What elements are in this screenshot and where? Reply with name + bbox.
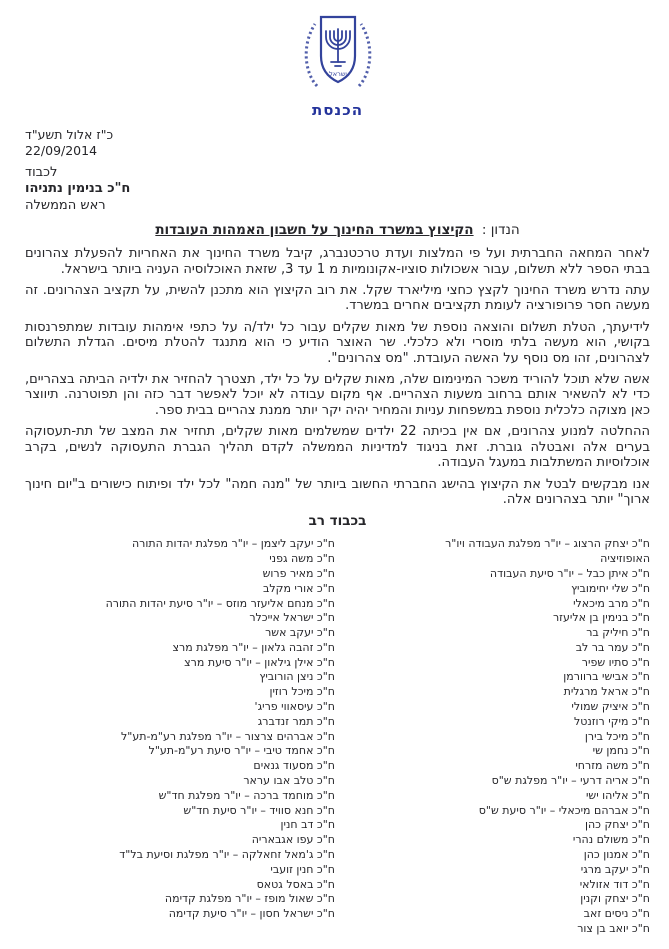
- signatory-item: ח"כ דוד אזולאי: [579, 877, 650, 891]
- signatory-item: ח"כ משה גפני: [269, 552, 335, 566]
- signatory-item: ח"כ יצחק וקנין: [580, 892, 650, 906]
- body-paragraph: לידיעתך, הטלת תשלום והוצאה נוספת של מאות שקלים עבור כל ילד/ה על כתפי אימהות עובדות שמתפרנסות בקושי, הוא מעשה בלתי מוסרי ולא כלכלי. שר האוצר הודיע כי הוא מתנגד להטלת מיסים. הגדלת התשלום לצהרונים, זהו מס נוסף על האשה העובדת. "מס צהרונים".: [25, 319, 650, 366]
- signatory-item: ח"כ חנין זועבי: [270, 862, 335, 876]
- signatories-column-left: [25, 537, 335, 937]
- signatory-item: ח"כ מנחם אליעזר מוזס – יו"ר סיעת יהדות התורה: [105, 596, 335, 610]
- body-paragraph: אנו מבקשים לבטל את הקיצוץ בהישג החברתי החשוב ביותר של "מנה חמה" לכל ילד ופיתוח כישורים ב"יום חינוך ארוך" יותר בצהרונים אלה.: [25, 476, 650, 507]
- signatory-item: ח"כ עיסאווי פריג': [254, 700, 335, 714]
- body-paragraph: עתה נדרש משרד החינוך לקצץ כחצי מיליארד שקל. את רוב הקיצוץ הוא מתכנן להשית, על תקציב הצהרונים. זה מעשה חסר פרופורציה לעומת תקציבים אחרים במשרד.: [25, 283, 650, 314]
- signatory-item: ח"כ יצחק כהן: [584, 818, 650, 832]
- signatory-item: ח"כ אילן גילאון – יו"ר סיעת מרצ: [184, 655, 335, 669]
- signatory-item: ח"כ טלב אבו עראר: [243, 774, 335, 788]
- signatories-column-right: [435, 537, 650, 937]
- signatories-section: [25, 537, 650, 937]
- signatory-item: ח"כ איציק שמולי: [571, 700, 650, 714]
- signatory-item: ח"כ מיכל רוזין: [269, 685, 335, 699]
- date-gregorian: 22/09/2014: [25, 142, 98, 158]
- signatory-item: ח"כ ישראל חסון – יו"ר סיעת קדימה: [168, 907, 335, 921]
- recipient-name: ח"כ בנימין נתניהו: [25, 181, 131, 197]
- signatory-item: ח"כ ניסים זאב: [583, 907, 650, 921]
- knesset-emblem-icon: [292, 12, 384, 96]
- signatory-item: ח"כ מרב מיכאלי: [573, 596, 650, 610]
- signatory-item: ח"כ יצחק הרצוג – יו"ר מפלגת העבודה ויו"ר האופוזיציה: [445, 537, 650, 566]
- signatory-item: ח"כ אריה דרעי – יו"ר מפלגת ש"ס: [491, 774, 650, 788]
- body-paragraph: אשה שלא תוכל להוריד משכר המינימום שלה, מאות שקלים על כל ילד, תצטרך להחזיר את ילדיה הביתה בצהריים, כדי לא להשאיר אותם ברחוב משעות הצהריים. אף מקום עבודה לא יוכל לאפשר דבר כזה והן תפוטרנה. תיווצר כאן מצוקה כלכלית נוספת במשפחות עניות והמחיר יהיה יקר יותר ממנת צהריים בבית ספר.: [25, 372, 650, 418]
- signatory-item: ח"כ משה מזרחי: [575, 759, 650, 773]
- signatory-item: ח"כ ישראל אייכלר: [249, 611, 335, 625]
- signatory-item: ח"כ בנימין בן אליעזר: [552, 611, 650, 625]
- signatory-item: ח"כ מסעוד גנאים: [253, 759, 335, 773]
- signatory-item: ח"כ נחמן שי: [592, 744, 650, 758]
- signatory-item: ח"כ אבישי ברוורמן: [563, 670, 650, 684]
- signatory-item: ח"כ אברהם מיכאלי – יו"ר סיעת ש"ס: [478, 803, 650, 817]
- signatory-item: ח"כ אמנון כהן: [583, 848, 650, 862]
- signatory-item: ח"כ יעקב מרגי: [580, 862, 650, 876]
- subject-text: הקיצוץ במשרד החינוך על חשבון האמהות העובדות: [155, 222, 474, 239]
- signatory-item: ח"כ אברהים צרצור – יו"ר מפלגת רע"מ-תע"ל: [121, 729, 335, 743]
- signatory-item: ח"כ מיקי רוזנטל: [573, 714, 650, 728]
- signatory-item: ח"כ יעקב אשר: [265, 626, 335, 640]
- signatory-item: ח"כ שלי יחימוביץ: [571, 581, 650, 595]
- signatory-item: ח"כ איתן כבל – יו"ר סיעת העבודה: [489, 566, 650, 580]
- signatory-item: ח"כ ג'מאל זחאלקה – יו"ר מפלגת וסיעת בל"ד: [119, 848, 335, 862]
- body-paragraph: לאחר המחאה החברתית ועל פי המלצות ועדת טרכטנברג, קיבל משרד החינוך את האחריות להפעלת צהרונים בבתי הספר ללא תשלום, עבור אשכולות סוציו-אקונומיות מ 1 עד 3, שזאת האוכלוסיה העניה ביותר בישראל.: [25, 246, 650, 277]
- date-hebrew: כ"ז אלול תשע"ד: [25, 127, 114, 142]
- menorah-icon: [326, 29, 350, 66]
- recipient-salutation: לכבוד: [25, 165, 58, 180]
- recipient-title: ראש הממשלה: [25, 197, 106, 213]
- signatory-item: ח"כ חנא סוויד – יו"ר סיעת חד"ש: [183, 803, 335, 817]
- subject-label: הנדון :: [481, 222, 520, 239]
- signatory-item: ח"כ עפו אגבאריה: [251, 833, 335, 847]
- org-wordmark: הכנסת: [311, 101, 364, 119]
- signatory-item: ח"כ יואב בן צור: [577, 922, 650, 936]
- emblem-israel-label: ישראל: [328, 70, 347, 78]
- signatory-item: ח"כ חיליק בר: [586, 626, 650, 640]
- signatory-item: ח"כ מאיר פרוש: [262, 566, 335, 580]
- closing-salutation: בכבוד רב: [308, 513, 367, 530]
- letter-body: [25, 246, 650, 507]
- signatory-item: ח"כ אראל מרגלית: [563, 685, 650, 699]
- recipient-block: [25, 165, 650, 214]
- signatory-item: ח"כ משולם נהרי: [572, 833, 650, 847]
- signatory-item: ח"כ דב חנין: [280, 818, 335, 832]
- date-block: [25, 127, 650, 158]
- subject-line: [25, 222, 650, 238]
- body-paragraph: ההחלטה למנוע צהרונים, אם אין בכיתה 22 ילדים שמשלמים מאות שקלים, תחזיר את המצב של תת-תעסוקה בערים אלה ואבטלה גוברת. זאת בניגוד למדיניות הממשלה לקדם תהליך הגברת התעסוקה לנשים, בקרב אוכלוסיות המשתלבות במעגל העבודה.: [25, 424, 651, 471]
- signatory-item: ח"כ עמר בר לב: [575, 640, 650, 654]
- signatory-item: ח"כ סתיו שפיר: [581, 655, 650, 669]
- signatory-item: ח"כ באסל גטאס: [256, 877, 335, 891]
- signatory-item: ח"כ מיכל בירן: [584, 729, 650, 743]
- signatory-item: ח"כ זהבה גלאון – יו"ר מפלגת מרצ: [172, 640, 335, 654]
- letterhead: [25, 0, 650, 119]
- signatory-item: ח"כ שאול מופז – יו"ר מפלגת קדימה: [164, 892, 335, 906]
- signatory-item: ח"כ תמר זנדברג: [257, 714, 335, 728]
- signatory-item: ח"כ אליהו ישי: [585, 788, 650, 802]
- signatory-item: ח"כ יעקב ליצמן – יו"ר מפלגת יהדות התורה: [131, 537, 335, 551]
- signatory-item: ח"כ מוחמד ברכה – יו"ר מפלגת חד"ש: [158, 788, 335, 802]
- signatory-item: ח"כ אחמד טיבי – יו"ר סיעת רע"מ-תע"ל: [148, 744, 335, 758]
- signatory-item: ח"כ ניצן הורוביץ: [259, 670, 335, 684]
- signatory-item: ח"כ אורי מקלב: [263, 581, 335, 595]
